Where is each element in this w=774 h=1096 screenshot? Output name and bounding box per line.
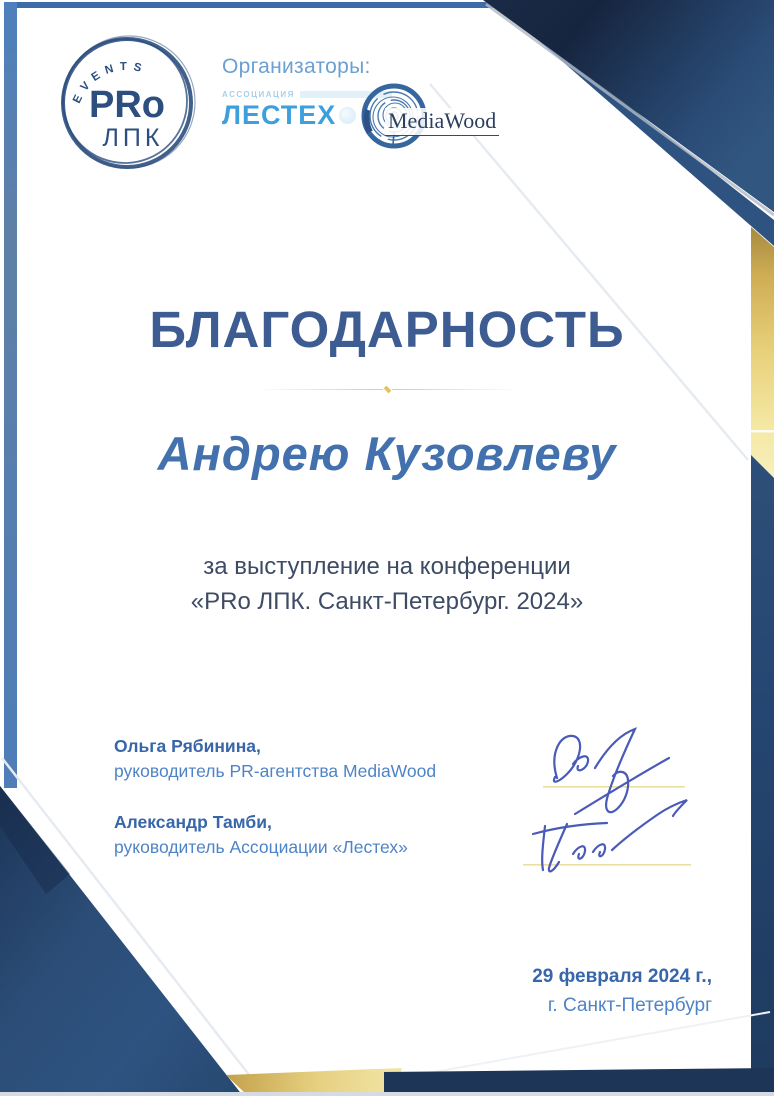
logo-pro-text: PRo xyxy=(89,84,165,126)
logo-events-textpath: EVENTS xyxy=(71,60,149,106)
signature-2-ink xyxy=(533,800,687,871)
logo-lpk-text: ЛПК xyxy=(102,124,164,152)
lestech-wordmark: ЛЕСТЕХ xyxy=(222,100,337,130)
signatory-2-name: Александр Тамби, xyxy=(114,812,272,832)
mediawood-logo xyxy=(360,82,530,154)
signatory-1-name: Ольга Рябинина, xyxy=(114,736,261,756)
date-text: 29 февраля 2024 г., xyxy=(532,966,712,987)
reason-text xyxy=(0,549,774,619)
signatory-2-role: руководитель Ассоциации «Лестех» xyxy=(114,837,408,857)
organizers-label: Организаторы: xyxy=(222,55,371,78)
signatory-2 xyxy=(114,812,436,858)
gold-divider xyxy=(0,386,774,393)
mediawood-wordmark: MediaWood xyxy=(385,108,499,136)
reason-line-1: за выступление на конференции xyxy=(203,553,571,580)
recipient-name: Андрею Кузовлеву xyxy=(157,427,617,480)
gold-divider-diamond xyxy=(383,386,391,394)
signature-1-ink xyxy=(554,729,669,814)
signature-2-gold-line xyxy=(523,864,691,866)
prolpk-logo xyxy=(54,28,202,178)
lestech-globe-icon xyxy=(339,107,356,124)
signatories-block xyxy=(114,736,436,888)
date-city-block xyxy=(532,966,712,1017)
certificate-title: БЛАГОДАРНОСТЬ xyxy=(149,301,625,358)
lestech-association-label: АССОЦИАЦИЯ xyxy=(222,90,295,99)
gold-divider-line-right xyxy=(392,389,520,391)
reason-line-2: «PRo ЛПК. Санкт-Петербург. 2024» xyxy=(190,588,584,615)
signatory-1 xyxy=(114,736,436,782)
signatures xyxy=(515,722,730,890)
city-text: г. Санкт-Петербург xyxy=(547,995,712,1016)
signature-1-gold-line xyxy=(543,786,685,788)
gold-divider-line-left xyxy=(255,389,383,391)
signatory-1-role: руководитель PR-агентства MediaWood xyxy=(114,761,437,781)
